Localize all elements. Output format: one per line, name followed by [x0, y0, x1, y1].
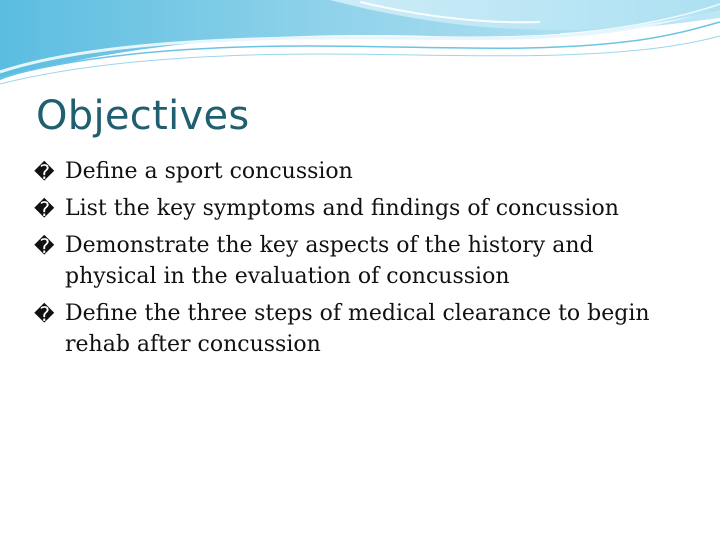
objectives-list	[34, 156, 684, 366]
list-item	[34, 230, 684, 292]
bullet-text: Demonstrate the key aspects of the history and physical in the evaluation of concussion	[65, 233, 594, 289]
list-item	[34, 298, 684, 360]
slide-title: Objectives	[36, 93, 250, 139]
list-item	[34, 156, 684, 187]
bullet-text: Define a sport concussion	[65, 159, 353, 184]
bullet-glyph-icon: �	[34, 302, 55, 326]
bullet-text: Define the three steps of medical clearance to begin rehab after concussion	[65, 301, 650, 357]
list-item	[34, 193, 684, 224]
bullet-text: List the key symptoms and findings of concussion	[65, 196, 619, 221]
bullet-glyph-icon: �	[34, 160, 55, 184]
bullet-glyph-icon: �	[34, 234, 55, 258]
header-wave-decoration	[0, 0, 720, 90]
bullet-glyph-icon: �	[34, 197, 55, 221]
